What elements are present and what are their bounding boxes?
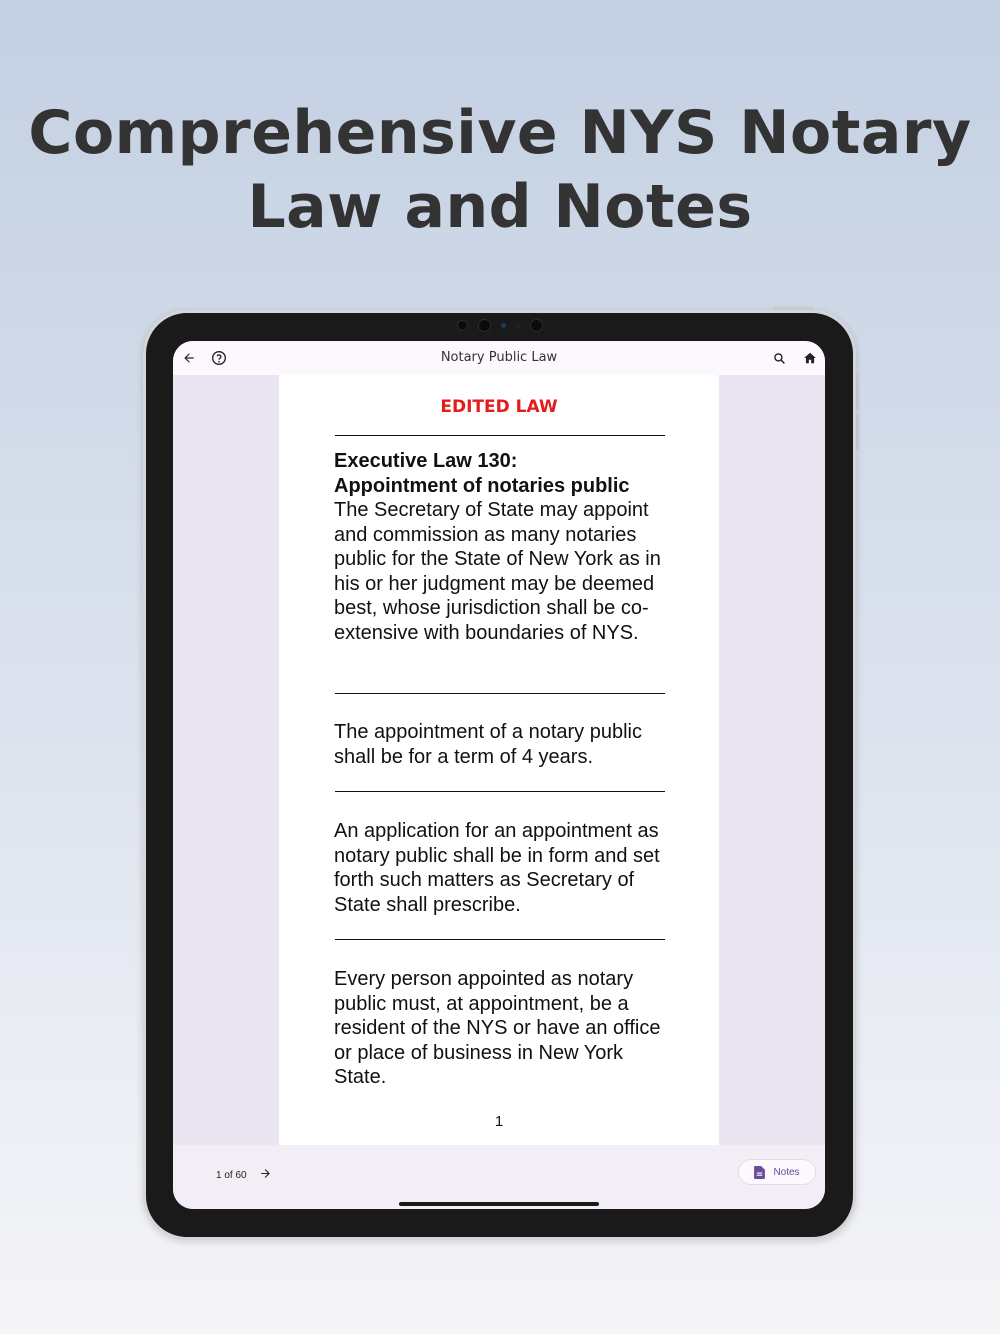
home-indicator[interactable]	[399, 1202, 599, 1206]
search-button[interactable]	[769, 348, 789, 368]
section-appointment	[334, 449, 674, 645]
section-body: The appointment of a notary public shall be for a term of 4 years.	[334, 721, 642, 768]
search-icon	[773, 352, 786, 365]
section-body: The Secretary of State may appoint and commission as many notaries public for the State of New York as in his or her judgment may be deemed best, whose jurisdiction shall be co-extensive with boundaries of NYS.	[334, 499, 661, 644]
section-body: Every person appointed as notary public must, at appointment, be a resident of the NYS or have an office or place of business in New York State.	[334, 968, 661, 1088]
section-subheading: Appointment of notaries public	[334, 474, 630, 497]
bottom-bar	[173, 1145, 825, 1209]
notes-button-label: Notes	[773, 1166, 800, 1178]
page-number: 1	[494, 1113, 504, 1130]
home-icon	[803, 351, 817, 365]
notes-button[interactable]	[738, 1159, 816, 1185]
divider	[335, 939, 665, 940]
document-page	[279, 375, 719, 1145]
divider	[335, 435, 665, 436]
divider	[335, 693, 665, 694]
divider	[335, 791, 665, 792]
camera-array	[457, 319, 543, 332]
page-count: 1 of 60	[216, 1169, 247, 1181]
section-application	[334, 819, 674, 917]
section-heading: Executive Law 130:	[334, 450, 518, 472]
next-page-button[interactable]	[259, 1167, 272, 1183]
headline-line-2: Law and Notes	[247, 172, 753, 242]
edited-law-banner: EDITED LAW	[440, 397, 558, 417]
app-screen	[173, 341, 825, 1209]
section-body: An application for an appointment as notary public shall be in form and set forth such matters as Secretary of State shall prescribe.	[334, 820, 660, 916]
arrow-right-icon	[259, 1167, 272, 1180]
app-top-bar	[173, 341, 825, 375]
pager	[216, 1167, 272, 1183]
app-title: Notary Public Law	[440, 350, 558, 365]
headline-line-1: Comprehensive NYS Notary	[28, 98, 972, 168]
headline	[0, 96, 1000, 244]
home-button[interactable]	[800, 348, 820, 368]
document-icon	[754, 1166, 765, 1179]
section-term	[334, 720, 674, 769]
section-residency	[334, 967, 674, 1090]
